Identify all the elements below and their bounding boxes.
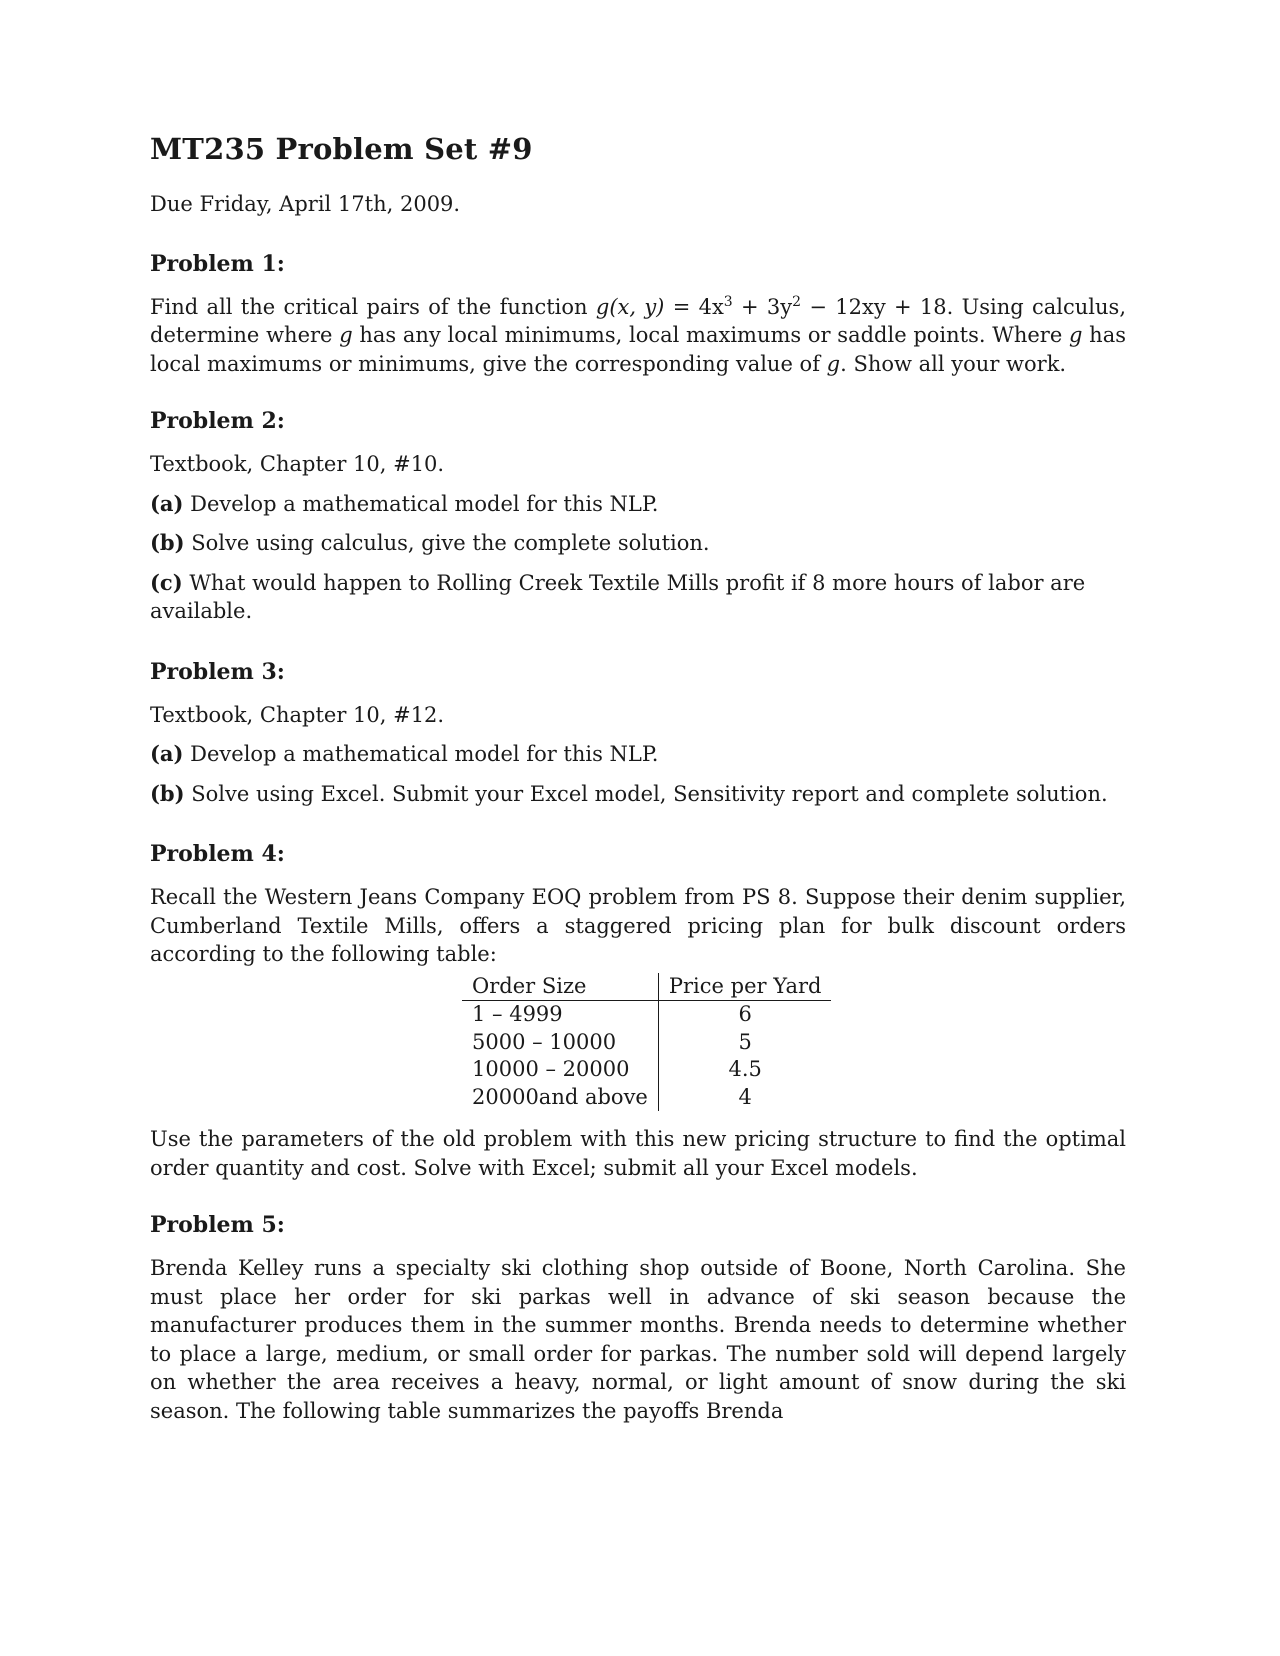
table-row (462, 1084, 831, 1112)
order-size-cell: 1 – 4999 (462, 1001, 658, 1029)
problem-2 (150, 406, 1126, 657)
problem-1-text (150, 293, 1126, 379)
p1-g1: g (339, 323, 353, 347)
p1-g3: g (826, 351, 841, 376)
table-row (462, 1001, 831, 1029)
p1-text-mid: has any local minimums, local maximums or saddle points. Where (352, 323, 1069, 347)
problem-3-part-a (150, 740, 1126, 769)
price-cell: 6 (738, 1002, 752, 1026)
price-cell: 4 (738, 1084, 752, 1109)
p1-rhs-b: + 3y (732, 294, 793, 319)
problem-1 (150, 249, 1126, 379)
problem-2-part-c (150, 569, 1126, 626)
col-price-per-yard: Price per Yard (658, 973, 831, 1001)
p2-c-label: (c) (150, 569, 183, 595)
problem-4-outro: Use the parameters of the old problem with this new pricing structure to find the optimal order quantity and cost. Solve with Excel; submit all your Excel models. (150, 1127, 1126, 1180)
p1-g2: g (1069, 323, 1083, 347)
p1-func-args: (x, y) (609, 294, 665, 319)
p3-a-label: (a) (150, 741, 184, 766)
problem-3-ref: Textbook, Chapter 10, #12. (150, 702, 445, 727)
document-title: MT235 Problem Set #9 (150, 132, 533, 166)
problem-4-intro: Recall the Western Jeans Company EOQ problem from PS 8. Suppose their denim supplier, Cumberland Textile Mills, offers a staggered pricing plan for bulk discount orders according to the following table: (150, 885, 1126, 966)
problem-1-heading: Problem 1: (150, 250, 285, 277)
problem-5-heading: Problem 5: (150, 1212, 285, 1238)
table-row (462, 1029, 831, 1057)
order-size-cell: 10000 – 20000 (462, 1056, 658, 1084)
problem-2-ref: Textbook, Chapter 10, #10. (150, 452, 445, 476)
p3-b-label: (b) (150, 780, 185, 806)
due-date: Due Friday, April 17th, 2009. (150, 192, 461, 216)
order-size-cell: 5000 – 10000 (462, 1029, 658, 1057)
p1-func-name: g (595, 294, 610, 319)
problem-5-text: Brenda Kelley runs a specialty ski clothing shop outside of Boone, North Carolina. She must place her order for ski parkas well in advance of ski season because the manufacturer produces them in the summer months. Brenda needs to determine whether to place a large, medium, or small order for parkas. The number sold will depend largely on whether the area receives a heavy, normal, or light amount of snow during the ski season. The following table summarizes the payoffs Brenda (150, 1256, 1126, 1423)
document-page (150, 130, 1126, 1453)
p1-rhs-a: = 4x (664, 294, 724, 319)
p3-a-text: Develop a mathematical model for this NLP. (183, 742, 659, 766)
problem-2-heading: Problem 2: (150, 408, 285, 434)
p1-text-mid2: has local maximums or minimums, give the corresponding value of (150, 323, 1126, 376)
p2-a-label: (a) (150, 490, 184, 516)
problem-5 (150, 1210, 1126, 1425)
p1-rhs-c: − 12xy + 18 (801, 294, 947, 319)
price-cell: 5 (738, 1029, 752, 1054)
problem-3-heading: Problem 3: (150, 658, 285, 685)
table-row (462, 1056, 831, 1084)
problem-4-heading: Problem 4: (150, 841, 285, 867)
order-size-cell: 20000and above (462, 1084, 658, 1112)
p2-b-text: Solve using calculus, give the complete solution. (184, 531, 710, 555)
p1-exp3: 3 (723, 293, 733, 310)
problem-2-part-b (150, 529, 1126, 558)
price-table (462, 973, 831, 1112)
price-cell: 4.5 (728, 1057, 762, 1081)
p2-b-label: (b) (150, 530, 185, 555)
problem-4 (150, 839, 1126, 1182)
p3-b-text: Solve using Excel. Submit your Excel model, Sensitivity report and complete solution. (184, 781, 1108, 806)
problem-3 (150, 657, 1126, 840)
p1-text-end: . Show all your work. (840, 351, 1067, 376)
p1-text-after: . Using calculus, determine where (150, 294, 1126, 347)
p1-exp2: 2 (792, 293, 802, 310)
p2-c-text: What would happen to Rolling Creek Textile Mills profit if 8 more hours of labor are available. (150, 570, 1086, 623)
p1-text-before: Find all the critical pairs of the function (150, 294, 596, 319)
problem-2-part-a (150, 490, 1126, 519)
problem-3-part-b (150, 780, 1126, 809)
p2-a-text: Develop a mathematical model for this NLP. (183, 491, 659, 516)
price-table-header (462, 973, 831, 1001)
col-order-size: Order Size (462, 973, 658, 1001)
